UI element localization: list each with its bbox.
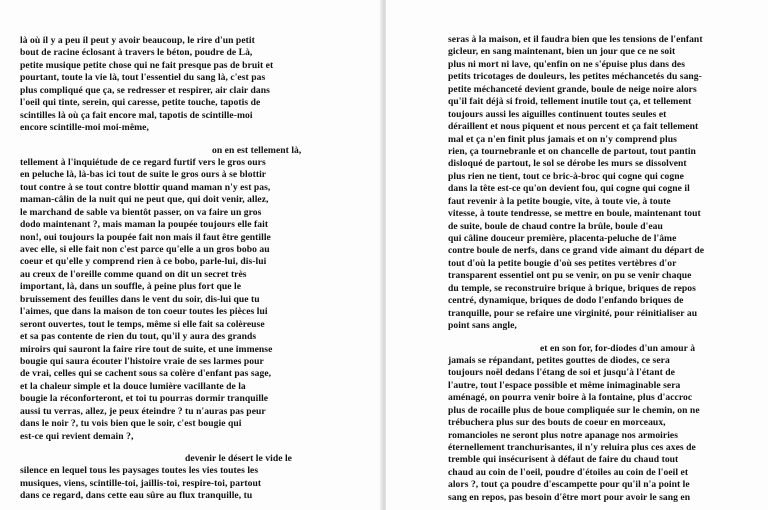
text-line: transparent essentiel ont pu se venir, on pu se venir chaque [448,270,692,282]
text-line: non!, oui toujours la poupée fait non mais il faut être gentille [20,231,271,243]
text-line: petits tricotages de douleurs, les petites méchancetés du sang- [448,71,702,83]
text-line: miroirs qui sauront la faire rire tout de suite, et une immense [20,343,273,355]
text-line: chaud au coin de l'oeil, poudre d'étoiles au coin de l'oeil et [448,466,689,478]
text-line: dans la tête est-ce qu'on devient fou, qui cogne qui cogne il [448,183,690,195]
text-line: disloqué de partout, le sol se dérobe les murs se dissolvent [448,158,687,170]
text-line: point sans angle, [448,320,517,332]
text-line: tranquille, pour se refaire une virginité, pour réinitialiser au [448,307,698,319]
text-line: tellement à l'inquiétude de ce regard furtif vers le gros ours [20,156,266,168]
text-line: dans le noir ?, tu vois bien que le soir, c'est bougie qui [20,418,242,430]
text-line: petite musique petite chose qui ne fait presque pas de bruit et [20,59,274,71]
text-line: tremble qui insécurisent à défaut de faire du chaud tout [448,454,679,466]
text-line: de vrai, celles qui se cachent sous sa colère d'enfant pas sage, [20,368,272,380]
text-line: plus ni mort ni lave, qu'enfin on ne s'épuise plus dans des [448,58,685,70]
right-paragraph-1 [448,34,704,333]
text-line: important, là, dans un souffle, à peine plus fort que le [20,281,242,293]
text-line: maman-câlin de la nuit qui ne peut que, qui doit venir, allez, [20,194,269,206]
text-line: l'aimes, que dans la maison de ton coeur toutes les pièces lui [20,306,268,318]
text-line: déraillent et nous piquent et nous percent et ça fait tellement [448,121,699,133]
text-line: scintilles là où ça fait encore mal, tapotis de scintille-moi [20,109,253,121]
text-line: toujours aussi les aiguilles continuent toutes seules et [448,108,667,120]
left-page [0,0,382,510]
text-line: plus rien ne tient, tout ce bric-à-broc qui cogne qui cogne [448,170,684,182]
text-line: qui câline douceur première, placenta-peluche de l'âme [448,233,677,244]
text-line: du temple, se reconstruire brique à brique, briques de repos [448,282,696,294]
text-line: qu'il fait déjà si froid, tellement inutile tout ça, et tellement [448,96,692,108]
text-line: coeur et qu'elle y comprend rien à ce bobo, parle-lui, dis-lui [20,256,267,268]
text-line: tout contre à se tout contre blottir quand maman n'y est pas, [20,181,271,193]
text-line: trébuchera plus sur des bouts de coeur en morceaux, [448,417,666,429]
text-line: vitesse, à toute tendresse, se mettre en boule, maintenant tout [448,208,701,220]
text-line: alors ?, tout ça poudre d'escampette pour qu'il n'a point le [448,479,690,491]
text-line: romancioles ne seront plus notre apanage nos armoiries [448,429,679,441]
text-line: et en son for, for-diodes d'un amour à [540,342,696,354]
text-line: plus compliqué que ça, se redresser et respirer, air clair dans [20,84,270,96]
text-line: encore scintille-moi moi-même, [20,122,149,134]
text-line: seront ouvertes, tout le temps, même si elle fait sa colèreuse [20,318,265,330]
text-line: le marchand de sable va bientôt passer, on va faire un gros [20,206,262,218]
text-line: bout de racine éclosant à travers le béton, poudre de Là, [20,47,253,59]
text-line: mal et ça n'en finit plus jamais et on n'y comprend plus [448,133,677,145]
text-line: bougie la réconforteront, et toi tu pourras dormir tranquille [20,393,269,405]
left-paragraph-3 [20,453,301,503]
text-line: faut revenir à la petite bougie, vite, à toute vie, à toute [448,195,671,207]
text-line: rien, ça tournebranle et on chancelle de partout, tout pantin [448,145,696,157]
text-line: avec elle, si elle fait non c'est parce qu'elle a un gros bobo au [20,244,270,255]
text-line: l'oeil qui tinte, serein, qui caresse, petite touche, tapotis de [20,97,261,109]
text-line: seras à la maison, et il faudra bien que les tensions de l'enfant [448,34,703,45]
text-line: plus de rocaille plus de boue compliquée sur le chemin, on ne [448,404,700,416]
text-line: devenir le désert le vide le [185,453,292,464]
text-line: bougie qui saura écouter l'histoire vraie de ses larmes pour [20,355,264,367]
left-paragraph-2 [20,145,301,444]
text-line: là où il y a peu il peut y avoir beaucoup, le rire d'un petit [20,35,255,46]
text-line: de suite, boule de chaud contre la brûle, boule d'eau [448,220,663,232]
text-line: pourtant, toute la vie là, tout l'essentiel du sang là, c'est pas [20,72,266,84]
text-line: petite méchanceté devient grande, boule de neige noire alors [448,83,697,95]
text-line: aussi tu verras, allez, je peux éteindre ? tu n'auras pas peur [20,405,266,417]
text-line: au creux de l'oreille comme quand on dit un secret très [20,268,247,280]
text-line: gicleur, en sang maintenant, bien un jour que ce ne soit [448,46,676,58]
text-line: est-ce qui revient demain ?, [20,430,134,442]
text-line: tout d'où la petite bougie d'où ses petites vertèbres d'or [448,257,677,269]
text-line: et sa pas contente de rien du tout, qu'il y aura des grands [20,331,257,343]
text-line: dodo maintenant ?, mais maman la poupée toujours elle fait [20,219,269,231]
text-line: éternellement tranchurisantes, il n'y reluira plus ces axes de [448,442,696,453]
right-paragraph-2 [448,343,704,505]
text-line: centré, dynamique, briques de dodo l'enfando briques de [448,295,684,307]
text-line: contre boule de nerfs, dans ce grand vide aimant du départ de [448,245,705,257]
text-line: dans ce regard, dans cette eau sûre au flux tranquille, tu [20,490,253,502]
text-line: aménagé, on pourra venir boire à la fontaine, plus d'accroc [448,392,693,404]
text-line: en peluche là, là-bas ici tout de suite le gros ours à se blottir [20,169,267,181]
text-line: musiques, viens, scintille-toi, jaillis-toi, respire-toi, partout [20,477,262,489]
right-page-text [448,34,704,504]
text-line: toujours noël dedans l'étang de soi et jusqu'à l'étant de [448,367,675,379]
right-page [386,0,768,510]
text-line: on en est tellement là, [212,144,302,156]
left-page-text [20,35,301,503]
left-paragraph-1 [20,35,301,135]
text-line: et la chaleur simple et la douce lumière vacillante de la [20,380,246,392]
text-line: jamais se répandant, petites gouttes de diodes, ce sera [448,354,670,366]
text-line: l'autre, tout l'espace possible et même inimaginable sera [448,379,681,391]
text-line: sang en repos, pas besoin d'être mort pour avoir le sang en [448,491,691,503]
text-line: silence en lequel tous les paysages toutes les vies toutes les [20,465,259,477]
text-line: bruissement des feuilles dans le vent du soir, dis-lui que tu [20,293,260,305]
